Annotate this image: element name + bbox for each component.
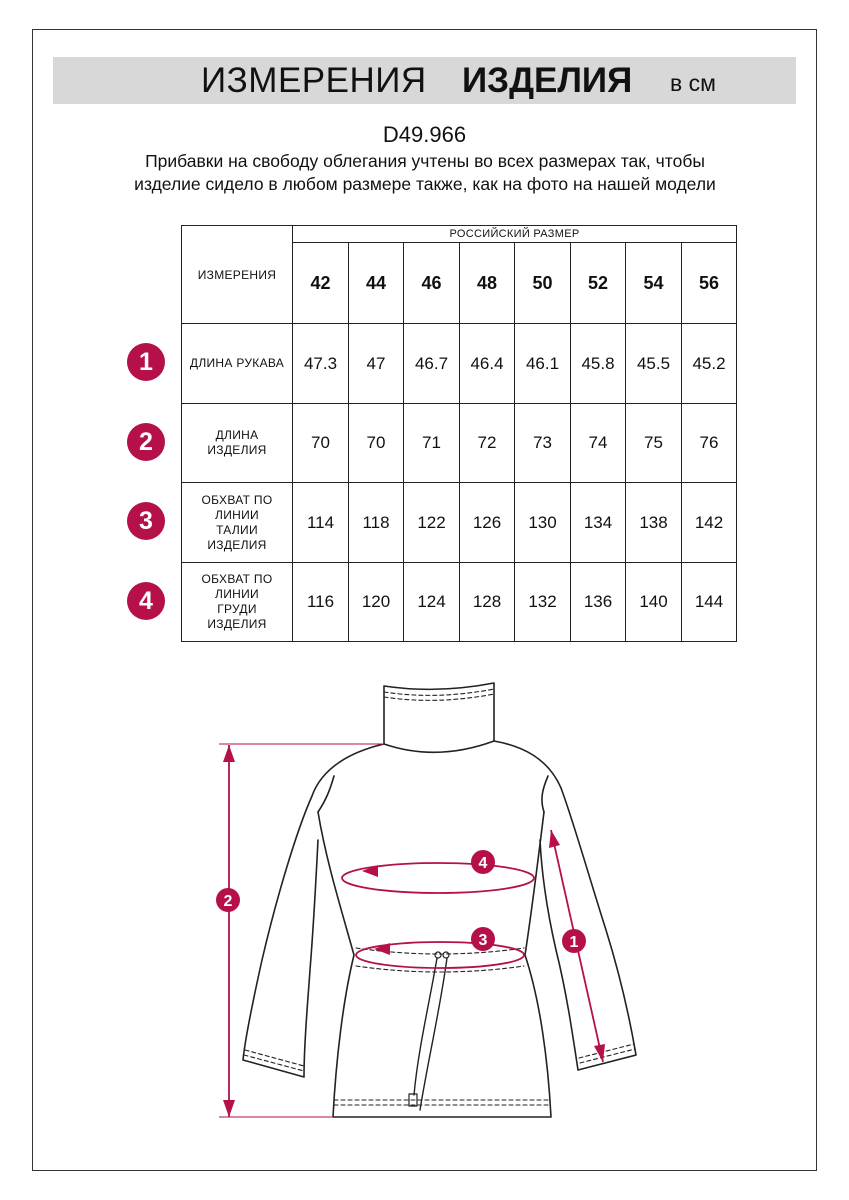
row-badge-3: 3 — [127, 502, 165, 540]
marker-label-3: 3 — [478, 932, 488, 949]
marker-label-2: 2 — [223, 893, 233, 910]
table-cell: 71 — [404, 404, 460, 483]
row-badge-4: 4 — [127, 582, 165, 620]
table-cell: 70 — [293, 404, 349, 483]
table-cell: 70 — [349, 404, 404, 483]
table-cell: 46.4 — [460, 324, 515, 404]
table-cell: 138 — [626, 483, 682, 563]
table-cell: 118 — [349, 483, 404, 563]
table-cell: 45.2 — [682, 324, 737, 404]
table-cell: 47.3 — [293, 324, 349, 404]
size-header: 48 — [460, 243, 515, 324]
table-cell: 76 — [682, 404, 737, 483]
table-cell: 142 — [682, 483, 737, 563]
table-cell: 130 — [515, 483, 571, 563]
table-cell: 134 — [571, 483, 626, 563]
size-header: 42 — [293, 243, 349, 324]
size-group-header: РОССИЙСКИЙ РАЗМЕР — [293, 226, 737, 243]
table-cell: 46.1 — [515, 324, 571, 404]
table-cell: 45.5 — [626, 324, 682, 404]
header-title-light: ИЗМЕРЕНИЯ — [201, 61, 427, 100]
table-cell: 144 — [682, 563, 737, 642]
header-unit: в см — [670, 70, 716, 96]
table-cell: 72 — [460, 404, 515, 483]
corner-label: ИЗМЕРЕНИЯ — [182, 226, 293, 324]
size-header: 56 — [682, 243, 737, 324]
row-badge-2: 2 — [127, 423, 165, 461]
table-cell: 73 — [515, 404, 571, 483]
table-cell: 114 — [293, 483, 349, 563]
row-label: ОБХВАТ ПО ЛИНИИ ТАЛИИ ИЗДЕЛИЯ — [182, 483, 293, 563]
marker-label-1: 1 — [569, 934, 579, 951]
size-header: 50 — [515, 243, 571, 324]
row-badge-1: 1 — [127, 343, 165, 381]
article-code: D49.966 — [382, 122, 467, 147]
sweater-outline — [243, 683, 636, 1117]
table-cell: 122 — [404, 483, 460, 563]
table-cell: 120 — [349, 563, 404, 642]
row-label: ДЛИНА РУКАВА — [182, 324, 293, 404]
size-header: 46 — [404, 243, 460, 324]
marker-badges — [216, 850, 586, 953]
size-header: 44 — [349, 243, 404, 324]
table-cell: 116 — [293, 563, 349, 642]
size-header: 54 — [626, 243, 682, 324]
table-cell: 140 — [626, 563, 682, 642]
size-header: 52 — [571, 243, 626, 324]
row-label: ДЛИНА ИЗДЕЛИЯ — [182, 404, 293, 483]
table-cell: 128 — [460, 563, 515, 642]
table-cell: 75 — [626, 404, 682, 483]
table-cell: 132 — [515, 563, 571, 642]
table-cell: 74 — [571, 404, 626, 483]
table-cell: 124 — [404, 563, 460, 642]
table-cell: 45.8 — [571, 324, 626, 404]
measurement-arrowheads — [223, 745, 605, 1117]
table-cell: 136 — [571, 563, 626, 642]
fit-note: Прибавки на свободу облегания учтены во всех размерах так, чтобы изделие сидело в любом размере также, как на фото на нашей модели — [134, 151, 716, 194]
table-cell: 46.7 — [404, 324, 460, 404]
table-cell: 47 — [349, 324, 404, 404]
table-cell: 126 — [460, 483, 515, 563]
measurement-lines — [219, 744, 603, 1117]
marker-label-4: 4 — [478, 855, 488, 872]
row-label: ОБХВАТ ПО ЛИНИИ ГРУДИ ИЗДЕЛИЯ — [182, 563, 293, 642]
header-title-bold: ИЗДЕЛИЯ — [462, 61, 633, 100]
